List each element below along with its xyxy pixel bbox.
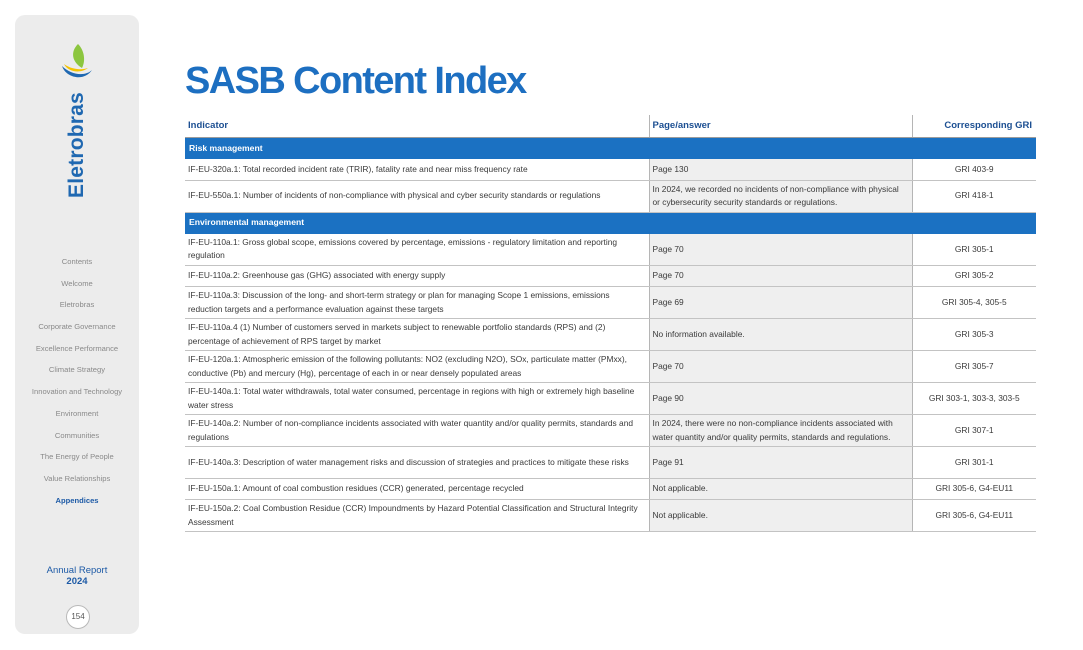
nav-item-energy-of-people[interactable]: The Energy of People xyxy=(40,452,114,462)
nav-item-value-relationships[interactable]: Value Relationships xyxy=(43,473,111,483)
table-row xyxy=(185,383,1036,415)
table-row xyxy=(185,266,1036,287)
table-row xyxy=(185,159,1036,180)
gri-cell: GRI 418-1 xyxy=(912,180,1036,212)
answer-cell: Not applicable. xyxy=(649,500,912,532)
header-indicator: Indicator xyxy=(185,115,649,138)
sidebar xyxy=(15,15,139,634)
nav-item-communities[interactable]: Communities xyxy=(54,430,100,440)
indicator-cell: IF-EU-150a.1: Amount of coal combustion residues (CCR) generated, percentage recycled xyxy=(185,479,649,500)
section-row-environmental-management xyxy=(185,212,1036,234)
section-title: Risk management xyxy=(185,138,1036,160)
gri-cell: GRI 305-6, G4-EU11 xyxy=(912,479,1036,500)
answer-cell: In 2024, we recorded no incidents of non-compliance with physical or cybersecurity security standards or regulations. xyxy=(649,180,912,212)
gri-cell: GRI 305-7 xyxy=(912,351,1036,383)
indicator-cell: IF-EU-110a.4 (1) Number of customers served in markets subject to renewable portfolio standards (RPS) and (2) percentage of achievement of RPS target by market xyxy=(185,319,649,351)
indicator-cell: IF-EU-550a.1: Number of incidents of non-compliance with physical and cyber security standards or regulations xyxy=(185,180,649,212)
gri-cell: GRI 305-1 xyxy=(912,234,1036,266)
eletrobras-logo-icon xyxy=(58,42,94,82)
nav-item-contents[interactable]: Contents xyxy=(61,257,93,266)
answer-cell: Page 70 xyxy=(649,234,912,266)
table-row xyxy=(185,180,1036,212)
sasb-index-table xyxy=(185,115,1036,532)
indicator-cell: IF-EU-140a.2: Number of non-compliance incidents associated with water quantity and/or quality permits, standards and regulations xyxy=(185,415,649,447)
table-row xyxy=(185,351,1036,383)
nav-item-excellence-performance[interactable]: Excellence Performance xyxy=(35,343,119,353)
nav-item-eletrobras[interactable]: Eletrobras xyxy=(59,300,95,310)
gri-cell: GRI 305-2 xyxy=(912,266,1036,287)
nav-item-corporate-governance[interactable]: Corporate Governance xyxy=(38,322,116,332)
table-row xyxy=(185,319,1036,351)
indicator-cell: IF-EU-150a.2: Coal Combustion Residue (CCR) Impoundments by Hazard Potential Classification and Structural Integrity Assessment xyxy=(185,500,649,532)
section-title: Environmental management xyxy=(185,212,1036,234)
gri-cell: GRI 307-1 xyxy=(912,415,1036,447)
answer-cell: In 2024, there were no non-compliance incidents associated with water quantity and/or quality permits, standards and regulations. xyxy=(649,415,912,447)
indicator-cell: IF-EU-110a.1: Gross global scope, emissions covered by percentage, emissions - regulatory limitation and reporting regulation xyxy=(185,234,649,266)
table-row xyxy=(185,415,1036,447)
nav-item-environment[interactable]: Environment xyxy=(55,408,99,418)
table-header-row xyxy=(185,115,1036,138)
nav-item-welcome[interactable]: Welcome xyxy=(61,278,93,288)
nav-item-climate-strategy[interactable]: Climate Strategy xyxy=(48,365,106,375)
answer-cell: Not applicable. xyxy=(649,479,912,500)
indicator-cell: IF-EU-120a.1: Atmospheric emission of the following pollutants: NO2 (excluding N2O), SOx, particulate matter (PMxx), conductive (Pb) and mercury (Hg), percentage of each in or near densely populated areas xyxy=(185,351,649,383)
logo-wordmark: Eletrobras xyxy=(65,92,88,198)
gri-cell: GRI 305-4, 305-5 xyxy=(912,287,1036,319)
indicator-cell: IF-EU-140a.3: Description of water management risks and discussion of strategies and practices to mitigate these risks xyxy=(185,447,649,479)
indicator-cell: IF-EU-110a.2: Greenhouse gas (GHG) associated with energy supply xyxy=(185,266,649,287)
table-row xyxy=(185,234,1036,266)
nav-item-appendices[interactable]: Appendices xyxy=(55,495,99,505)
annual-report-line1: Annual Report xyxy=(46,565,108,576)
answer-cell: Page 130 xyxy=(649,159,912,180)
header-page-answer: Page/answer xyxy=(649,115,912,138)
indicator-cell: IF-EU-140a.1: Total water withdrawals, total water consumed, percentage in regions with high or extremely high baseline water stress xyxy=(185,383,649,415)
indicator-cell: IF-EU-110a.3: Discussion of the long- and short-term strategy or plan for managing Scope 1 emissions, emissions reduction targets and a performance evaluation against these targets xyxy=(185,287,649,319)
indicator-cell: IF-EU-320a.1: Total recorded incident rate (TRIR), fatality rate and near miss frequency rate xyxy=(185,159,649,180)
header-corresponding-gri: Corresponding GRI xyxy=(912,115,1036,138)
page-number: 154 xyxy=(66,605,90,629)
section-row-risk-management xyxy=(185,138,1036,160)
answer-cell: Page 91 xyxy=(649,447,912,479)
gri-cell: GRI 301-1 xyxy=(912,447,1036,479)
annual-report-label xyxy=(15,565,139,587)
answer-cell: No information available. xyxy=(649,319,912,351)
gri-cell: GRI 305-6, G4-EU11 xyxy=(912,500,1036,532)
gri-cell: GRI 305-3 xyxy=(912,319,1036,351)
table-row xyxy=(185,287,1036,319)
answer-cell: Page 69 xyxy=(649,287,912,319)
gri-cell: GRI 403-9 xyxy=(912,159,1036,180)
table-row xyxy=(185,500,1036,532)
answer-cell: Page 70 xyxy=(649,266,912,287)
gri-cell: GRI 303-1, 303-3, 303-5 xyxy=(912,383,1036,415)
table-row xyxy=(185,479,1036,500)
answer-cell: Page 90 xyxy=(649,383,912,415)
annual-report-year: 2024 xyxy=(66,576,88,587)
answer-cell: Page 70 xyxy=(649,351,912,383)
sidebar-nav xyxy=(15,251,139,511)
table-row xyxy=(185,447,1036,479)
nav-item-innovation-and-technology[interactable]: Innovation and Technology xyxy=(31,387,123,397)
page-title: SASB Content Index xyxy=(185,60,526,102)
